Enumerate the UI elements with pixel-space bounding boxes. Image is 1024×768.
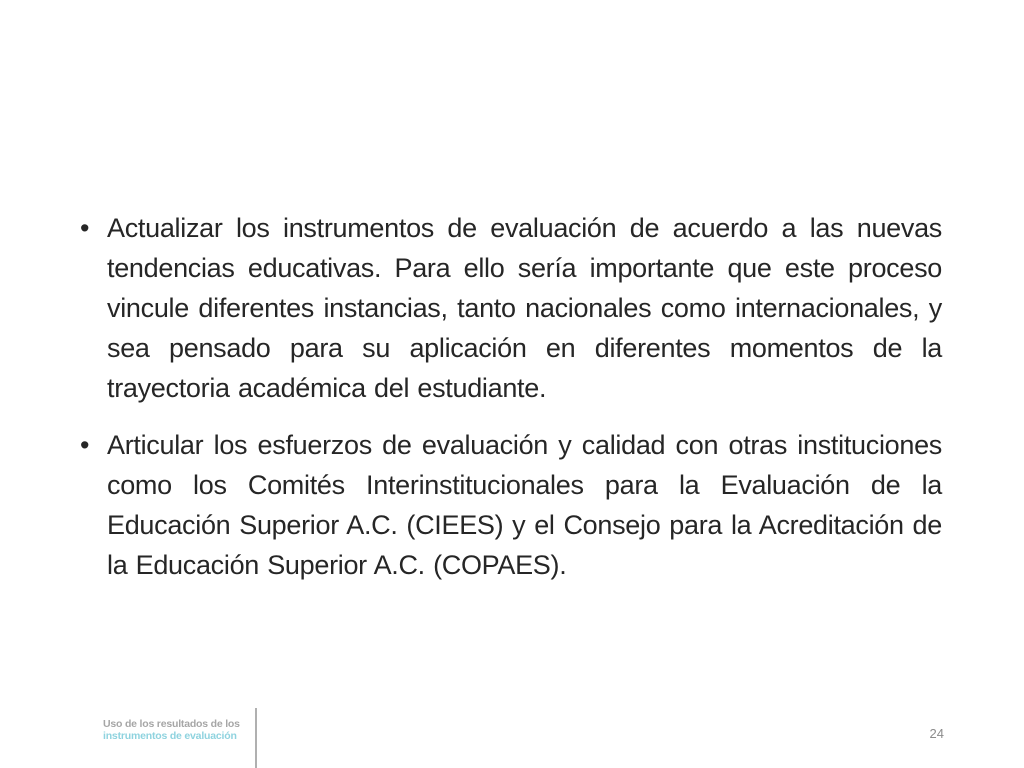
bullet-text: Actualizar los instrumentos de evaluación de acuerdo a las nuevas tendencias educativas. Para ello sería importante que este proceso vincule diferentes instancias, tanto nacionales como internacionales, y sea pensado para su aplicación en diferentes momentos de la trayectoria académica del estudiante. (107, 213, 942, 403)
bullet-icon: • (80, 213, 90, 243)
footer-brand-line-2: instrumentos de evaluación (103, 730, 237, 742)
bullet-icon: • (80, 430, 90, 460)
bullet-item-articulate-efforts (80, 425, 942, 585)
footer-brand-line-1: Uso de los resultados de los (103, 718, 240, 730)
page-number: 24 (929, 726, 944, 741)
bullet-text: Articular los esfuerzos de evaluación y calidad con otras instituciones como los Comités Interinstitucionales para la Evaluación de la Educación Superior A.C. (CIEES) y el Consejo para la Acreditación de la Educación Superior A.C. (COPAES). (107, 430, 942, 580)
bullet-item-update-instruments (80, 208, 942, 408)
bullet-list (80, 208, 942, 585)
footer-brand (103, 718, 253, 742)
footer-divider (255, 708, 257, 768)
slide-body (80, 208, 942, 602)
